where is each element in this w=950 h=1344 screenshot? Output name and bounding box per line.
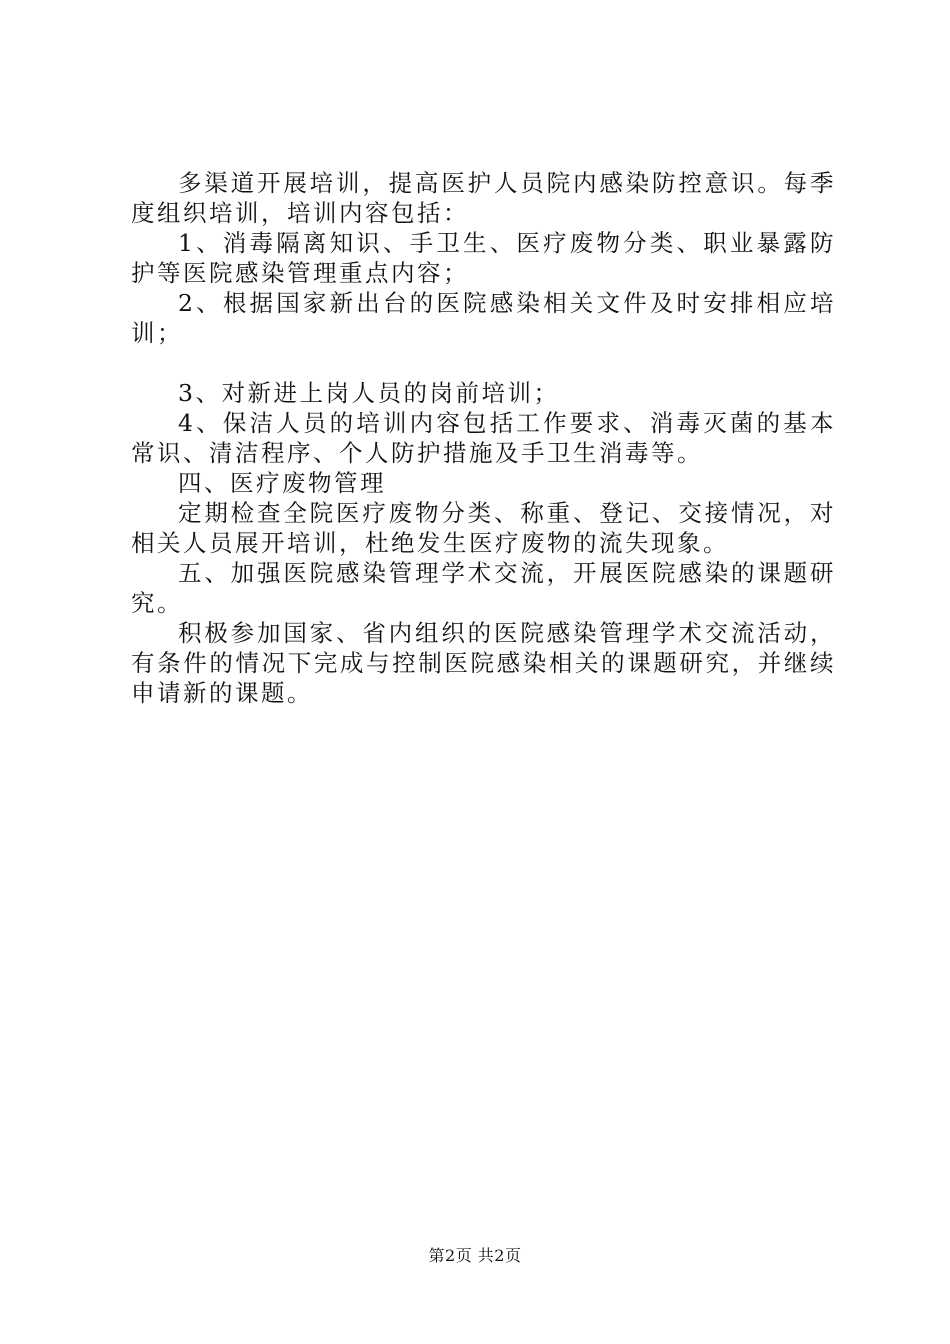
section-heading-academic-exchange: 五、加强医院感染管理学术交流，开展医院感染的课题研究。 <box>131 559 836 617</box>
section-heading-medical-waste: 四、医疗废物管理 <box>178 469 386 497</box>
blank-line <box>131 348 836 378</box>
paragraph-training-item-1: 1、消毒隔离知识、手卫生、医疗废物分类、职业暴露防护等医院感染管理重点内容； <box>131 229 836 287</box>
document-body <box>131 168 836 708</box>
paragraph-training-intro: 多渠道开展培训，提高医护人员院内感染防控意识。每季度组织培训，培训内容包括： <box>131 169 836 227</box>
paragraph-training-item-4: 4、保洁人员的培训内容包括工作要求、消毒灭菌的基本常识、清洁程序、个人防护措施及手卫生消毒等。 <box>131 409 836 467</box>
paragraph-medical-waste: 定期检查全院医疗废物分类、称重、登记、交接情况，对相关人员展开培训，杜绝发生医疗废物的流失现象。 <box>131 499 836 557</box>
paragraph-training-item-3: 3、对新进上岗人员的岗前培训； <box>178 379 560 407</box>
paragraph-academic-exchange: 积极参加国家、省内组织的医院感染管理学术交流活动，有条件的情况下完成与控制医院感染相关的课题研究，并继续申请新的课题。 <box>131 619 836 707</box>
paragraph-training-item-2: 2、根据国家新出台的医院感染相关文件及时安排相应培训； <box>131 289 836 347</box>
page-footer: 第2页 共2页 <box>428 1246 522 1265</box>
